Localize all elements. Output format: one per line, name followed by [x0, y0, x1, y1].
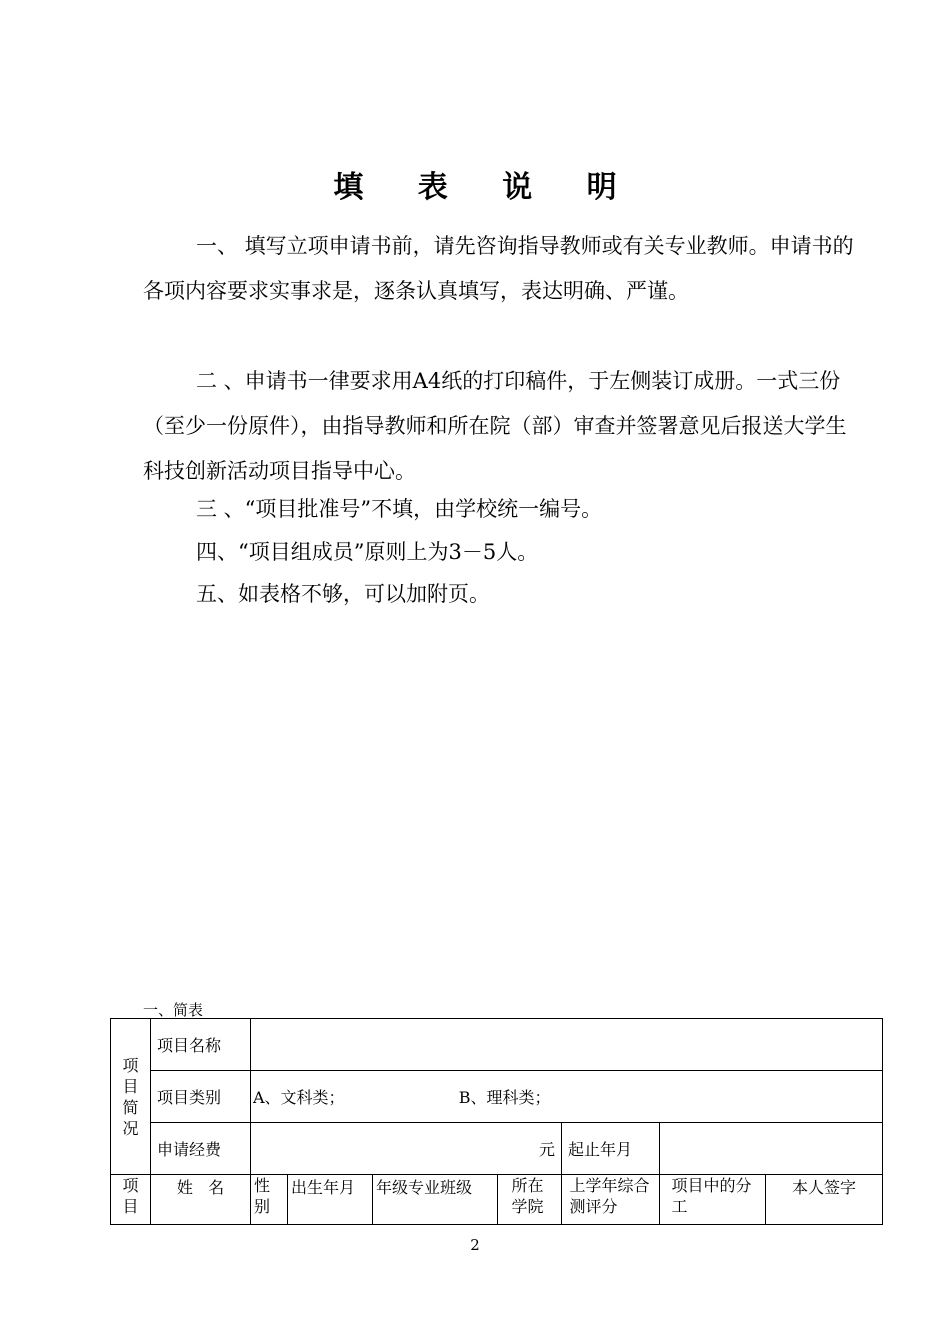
funds-field[interactable] [251, 1123, 562, 1175]
project-name-label: 项目名称 [151, 1019, 251, 1071]
col-score: 上学年综合测评分 [562, 1175, 660, 1225]
col-grade: 年级专业班级 [373, 1175, 498, 1225]
project-name-field[interactable] [251, 1019, 883, 1071]
project-overview-label: 项目简况 [111, 1019, 151, 1175]
funds-label: 申请经费 [151, 1123, 251, 1175]
instruction-1: 一、 填写立项申请书前，请先咨询指导教师或有关专业教师。申请书的各项内容要求实事求是，逐条认真填写，表达明确、严谨。 [143, 234, 854, 303]
period-label: 起止年月 [562, 1123, 660, 1175]
instruction-2: 二 、申请书一律要求用A4纸的打印稿件，于左侧装订成册。一式三份（至少一份原件），由指导教师和所在院（部）审查并签署意见后报送大学生科技创新活动项目指导中心。 [143, 369, 847, 483]
instruction-3: 三 、“项目批准号”不填，由学校统一编号。 [196, 497, 603, 521]
brief-table [110, 1018, 883, 1225]
col-signature: 本人签字 [766, 1175, 883, 1225]
member-group-label: 项目 [111, 1175, 151, 1225]
type-b-option[interactable]: B、理科类； [458, 1088, 551, 1107]
page-number: 2 [470, 1236, 480, 1254]
instruction-4: 四、“项目组成员”原则上为3－5人。 [196, 540, 539, 564]
type-a-option[interactable]: A、文科类； [253, 1088, 345, 1107]
col-role: 项目中的分工 [660, 1175, 766, 1225]
instruction-5: 五、如表格不够，可以加附页。 [196, 582, 490, 606]
col-name: 姓 名 [151, 1175, 251, 1225]
col-college: 所在学院 [498, 1175, 562, 1225]
section-label: 一、简表 [143, 1001, 204, 1019]
project-type-label: 项目类别 [151, 1071, 251, 1123]
yuan-unit: 元 [538, 1140, 555, 1159]
page-title: 填 表 说 明 [333, 170, 639, 205]
col-birth: 出生年月 [288, 1175, 373, 1225]
col-gender: 性别 [251, 1175, 288, 1225]
period-field[interactable] [660, 1123, 883, 1175]
project-type-field[interactable] [251, 1071, 883, 1123]
